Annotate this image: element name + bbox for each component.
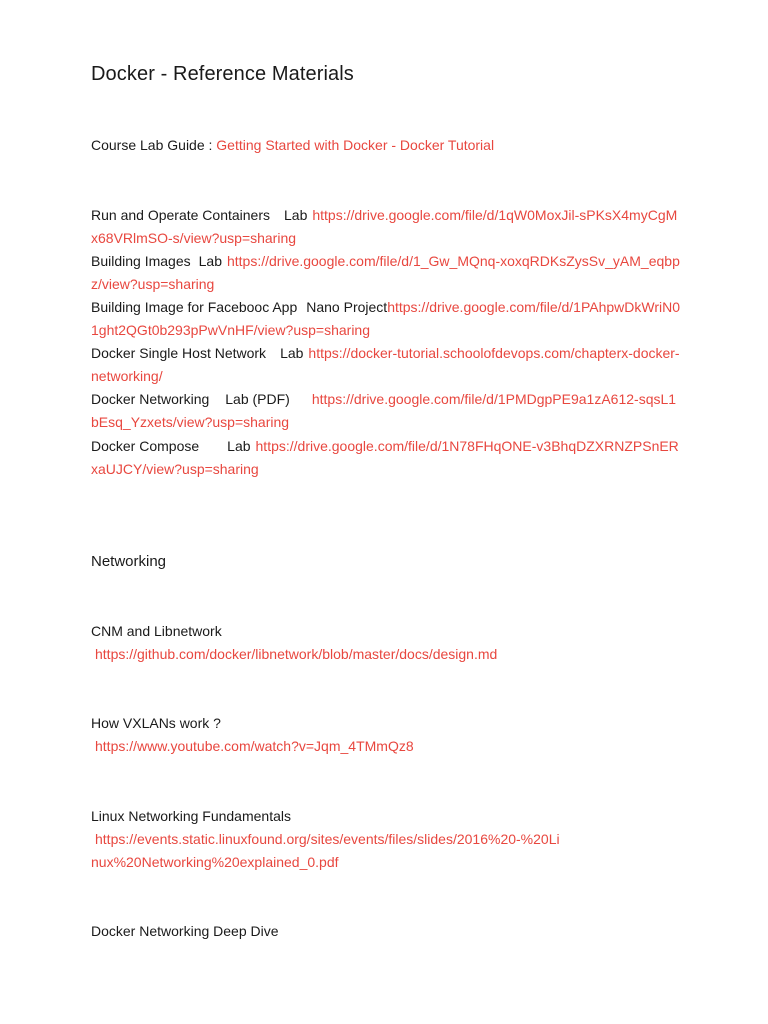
networking-item-link[interactable]: https://www.youtube.com/watch?v=Jqm_4TMmQz8: [95, 738, 414, 754]
lab-link[interactable]: https://drive.google.com/file/d/1qW0MoxJil-sPKsX4myCgMx68VRlmSO-s/view?usp=sharing: [91, 207, 678, 246]
lab-item-run-operate: [91, 204, 681, 250]
lab-link[interactable]: https://drive.google.com/file/d/1N78FHqONE-v3BhqDZXRNZPSnERxaUJCY/view?usp=sharing: [91, 438, 679, 477]
lab-name: Run and Operate Containers: [91, 207, 270, 223]
lab-item-docker-compose: [91, 435, 681, 481]
networking-item-title: How VXLANs work ?: [91, 715, 221, 731]
networking-item-link[interactable]: https://events.static.linuxfound.org/sites/events/files/slides/2016%20-%20Linux%20Networking%20explained_0.pdf: [91, 831, 560, 870]
lab-item-docker-networking: [91, 388, 681, 434]
course-lab-guide-label: Course Lab Guide :: [91, 137, 217, 153]
networking-heading: Networking: [91, 553, 167, 570]
lab-name: Docker Compose: [91, 438, 200, 454]
lab-item-single-host-network: [91, 342, 681, 388]
lab-name: Building Images: [91, 253, 191, 269]
lab-kind: Lab: [284, 207, 308, 223]
lab-link[interactable]: https://drive.google.com/file/d/1PMDgpPE9a1zA612-sqsL1bEsq_Yzxets/view?usp=sharing: [91, 391, 677, 430]
lab-link[interactable]: https://drive.google.com/file/d/1PAhpwDkWriN01ght2QGt0b293pPwVnHF/view?usp=sharing: [91, 299, 681, 338]
networking-item-title: CNM and Libnetwork: [91, 623, 222, 639]
lab-link[interactable]: https://docker-tutorial.schoolofdevops.com/chapterx-docker-networking/: [91, 345, 680, 384]
lab-name: Docker Single Host Network: [91, 345, 267, 361]
lab-link[interactable]: https://drive.google.com/file/d/1_Gw_MQnq-xoxqRDKsZysSv_yAM_eqbpz/view?usp=sharing: [91, 253, 680, 292]
networking-item-link[interactable]: https://github.com/docker/libnetwork/blob/master/docs/design.md: [95, 646, 498, 662]
lab-name: Building Image for Facebooc App: [91, 299, 298, 315]
networking-item-title: Linux Networking Fundamentals: [91, 808, 291, 824]
lab-kind: Lab: [198, 253, 222, 269]
networking-item-title: Docker Networking Deep Dive: [91, 923, 279, 939]
lab-item-building-images: [91, 250, 681, 296]
networking-item-link-row: [91, 735, 651, 758]
lab-item-facebooc-app: [91, 296, 681, 342]
course-lab-guide: [91, 134, 494, 157]
course-lab-guide-link[interactable]: Getting Started with Docker - Docker Tutorial: [216, 137, 495, 153]
page-title: Docker - Reference Materials: [91, 63, 354, 85]
lab-kind: Nano Project: [306, 299, 388, 315]
networking-item-link-row: [91, 643, 651, 666]
lab-name: Docker Networking: [91, 391, 210, 407]
lab-kind: Lab: [280, 345, 304, 361]
networking-item-link-row: [91, 828, 561, 874]
lab-kind: Lab: [227, 438, 251, 454]
lab-kind: Lab (PDF): [225, 391, 290, 407]
